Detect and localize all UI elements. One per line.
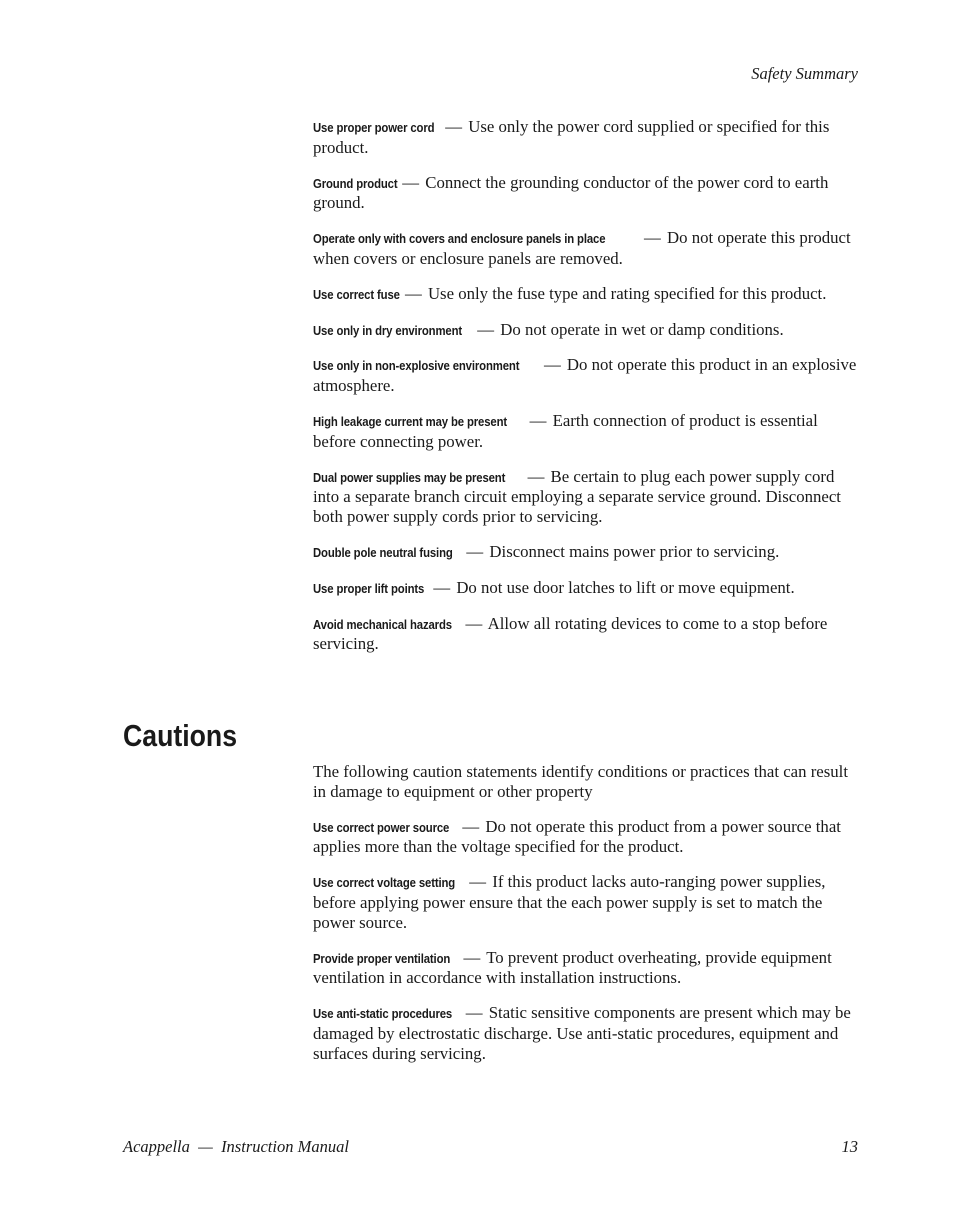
warning-text: Use only the fuse type and rating specified for this product. bbox=[427, 283, 827, 303]
warning-text: Do not operate in wet or damp conditions. bbox=[500, 319, 784, 339]
caution-item bbox=[313, 1003, 858, 1063]
caution-item bbox=[313, 872, 858, 932]
warning-term: Dual power supplies may be present bbox=[313, 469, 506, 485]
caution-item bbox=[313, 948, 858, 989]
em-dash: — bbox=[477, 319, 495, 339]
caution-term: Use correct voltage setting bbox=[313, 875, 456, 891]
warning-text: Do not use door latches to lift or move equipment. bbox=[456, 577, 795, 597]
warning-text: Use only the power cord supplied or specified for this product. bbox=[313, 117, 830, 157]
warning-item bbox=[313, 320, 858, 341]
em-dash: — bbox=[402, 172, 420, 192]
em-dash: — bbox=[433, 577, 451, 597]
em-dash: — bbox=[463, 947, 481, 967]
warning-text: Disconnect mains power prior to servicing. bbox=[489, 541, 780, 561]
warning-term: Use only in dry environment bbox=[313, 322, 463, 338]
em-dash: — bbox=[529, 410, 547, 430]
warning-text: Earth connection of product is essential before connecting power. bbox=[313, 410, 818, 451]
warning-text: Be certain to plug each power supply cord into a separate branch circuit employing a separate service ground. Disconnect both power supply cords prior to servicing. bbox=[313, 466, 841, 527]
em-dash: — bbox=[527, 466, 545, 486]
warning-item bbox=[313, 284, 858, 305]
warnings-list bbox=[313, 117, 858, 669]
warning-item bbox=[313, 542, 858, 563]
warning-text: Connect the grounding conductor of the power cord to earth ground. bbox=[313, 172, 829, 213]
em-dash: — bbox=[465, 613, 483, 633]
warning-item bbox=[313, 411, 858, 452]
warning-term: Use proper power cord bbox=[313, 120, 435, 135]
em-dash: — bbox=[445, 117, 462, 136]
em-dash: — bbox=[543, 355, 561, 375]
footer-page-number: 13 bbox=[841, 1137, 858, 1156]
warning-term: Avoid mechanical hazards bbox=[313, 616, 452, 632]
cautions-list bbox=[313, 762, 858, 1079]
warning-text: Allow all rotating devices to come to a stop before servicing. bbox=[313, 613, 828, 654]
cautions-heading: Cautions bbox=[123, 718, 238, 753]
warning-term: High leakage current may be present bbox=[313, 413, 508, 429]
em-dash: — bbox=[466, 541, 484, 561]
cautions-intro: The following caution statements identify conditions or practices that can result in damage to equipment or other property bbox=[313, 762, 848, 801]
warning-term: Use only in non-explosive environment bbox=[313, 358, 520, 374]
warning-item bbox=[313, 467, 858, 527]
warning-term: Ground product bbox=[313, 175, 398, 191]
caution-term: Provide proper ventilation bbox=[313, 950, 451, 966]
em-dash: — bbox=[404, 283, 422, 303]
em-dash: — bbox=[465, 1003, 483, 1023]
caution-term: Use correct power source bbox=[313, 819, 450, 835]
warning-item bbox=[313, 173, 858, 214]
warning-term: Use proper lift points bbox=[313, 580, 425, 596]
em-dash: — bbox=[462, 816, 480, 836]
warning-item bbox=[313, 117, 858, 158]
warning-item bbox=[313, 228, 858, 269]
warning-term: Double pole neutral fusing bbox=[313, 544, 453, 560]
warning-term: Use correct fuse bbox=[313, 286, 400, 302]
caution-text: If this product lacks auto-ranging power supplies, before applying power ensure that the each power supply is set to match the power source. bbox=[313, 872, 826, 932]
warning-text: Do not operate this product in an explosive atmosphere. bbox=[313, 355, 857, 396]
warning-text: Do not operate this product when covers or enclosure panels are removed. bbox=[313, 228, 851, 268]
caution-text: Do not operate this product from a power source that applies more than the voltage specified for the product. bbox=[313, 816, 841, 857]
running-header: Safety Summary bbox=[751, 64, 858, 83]
caution-text: Static sensitive components are present which may be damaged by electrostatic discharge. Use anti-static procedures, equipment and surfaces during servicing. bbox=[313, 1003, 851, 1063]
caution-text: To prevent product overheating, provide equipment ventilation in accordance with installation instructions. bbox=[313, 947, 832, 988]
caution-term: Use anti-static procedures bbox=[313, 1006, 453, 1022]
warning-item bbox=[313, 614, 858, 655]
em-dash: — bbox=[644, 228, 661, 248]
caution-item bbox=[313, 817, 858, 858]
warning-term: Operate only with covers and enclosure panels in place bbox=[313, 231, 606, 247]
warning-item bbox=[313, 355, 858, 396]
em-dash: — bbox=[469, 872, 487, 892]
footer-manual-title: Acappella — Instruction Manual bbox=[123, 1137, 349, 1156]
warning-item bbox=[313, 578, 858, 599]
